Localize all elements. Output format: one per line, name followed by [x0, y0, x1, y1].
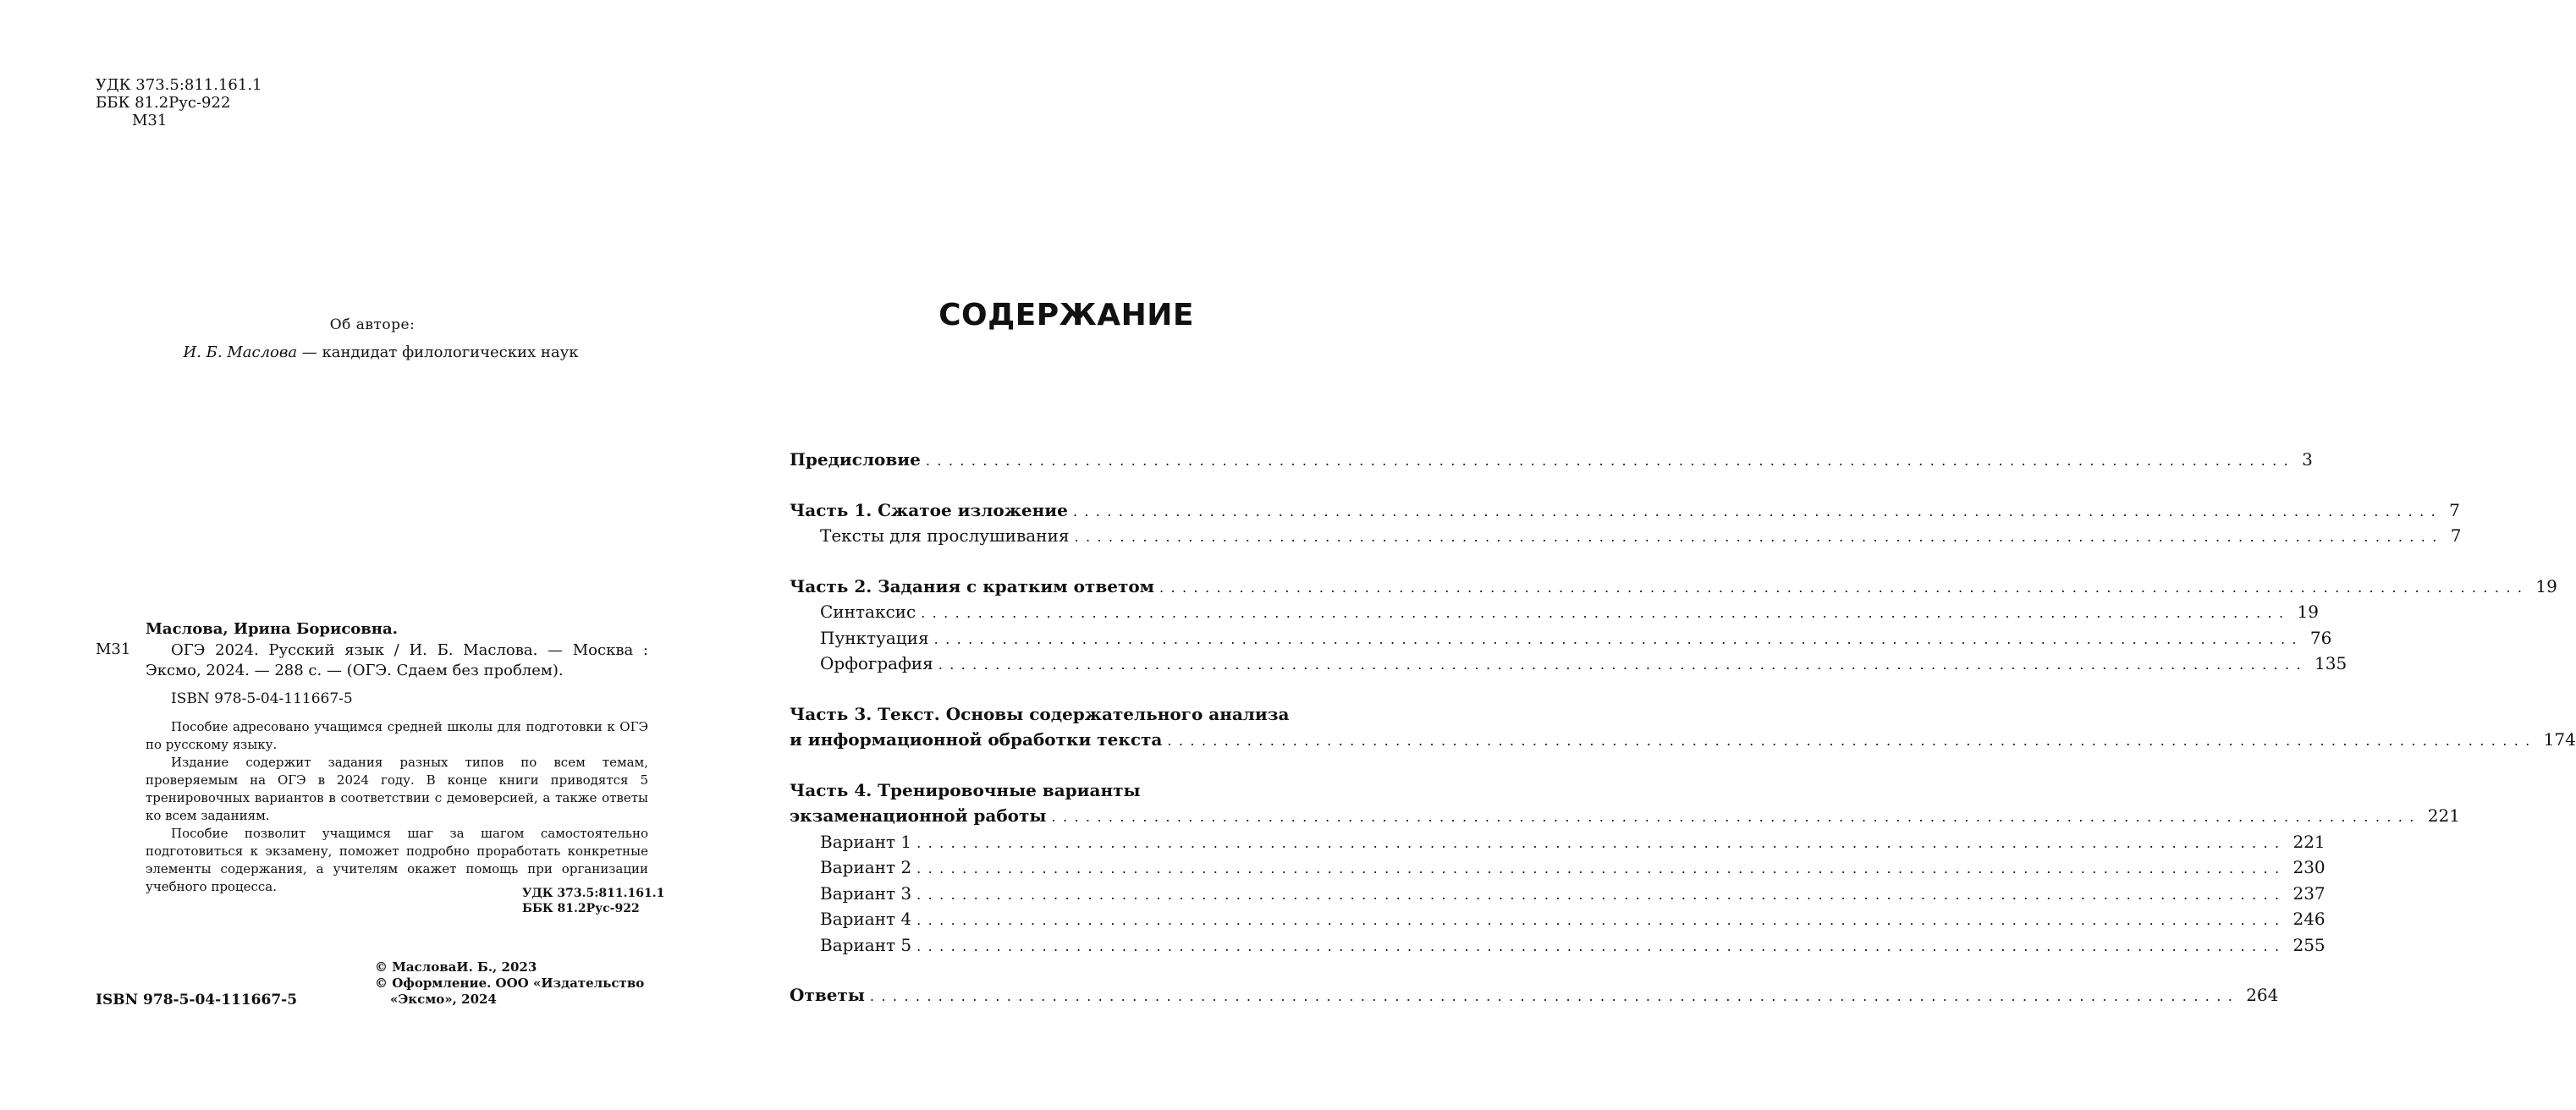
toc-entry-label: Пунктуация	[820, 627, 929, 648]
toc-entry-part-2[interactable]	[790, 574, 2557, 600]
annotation-paragraph: Издание содержит задания разных типов по всем темам, проверяемым на ОГЭ в 2024 году. В конце книги приводятся 5 тренировочных вариантов в соответствии с демоверсией, а также ответы ко всем заданиям.	[146, 755, 648, 823]
dot-leader: ........................................................................................................................	[921, 605, 2291, 621]
dot-leader: ........................................................................................................................	[1051, 809, 2421, 825]
copyright-block	[375, 959, 644, 1008]
classification-codes	[96, 76, 262, 129]
toc-entry-page: 246	[2293, 909, 2326, 929]
toc-entry-part-4-line1[interactable]: Часть 4. Тренировочные варианты	[790, 779, 1141, 800]
udk-code: УДК 373.5:811.161.1	[96, 76, 262, 94]
toc-entry-label: Вариант 1	[820, 831, 912, 852]
toc-entry-page: 7	[2450, 525, 2462, 546]
toc-entry-listening-texts[interactable]	[790, 523, 2462, 549]
dot-leader: ........................................................................................................................	[1072, 503, 2443, 519]
toc-entry-label: Ответы	[790, 985, 865, 1005]
annotation-paragraph: Пособие адресовано учащимся средней школы для подготовки к ОГЭ по русскому языку.	[146, 719, 648, 752]
copyright-publisher: «Эксмо», 2024	[390, 992, 497, 1007]
toc-entry-page: 7	[2449, 499, 2460, 520]
toc-entry-label: и информационной обработки текста	[790, 729, 1163, 750]
dot-leader: ........................................................................................................................	[916, 912, 2287, 928]
toc-entry-syntax[interactable]	[790, 599, 2319, 625]
dot-leader: ........................................................................................................................	[938, 657, 2309, 673]
toc-entry-variant-2[interactable]	[790, 854, 2326, 881]
toc-entry-part-4[interactable]	[790, 803, 2460, 829]
bbk-code: ББК 81.2Рус-922	[96, 94, 231, 112]
toc-entry-part-3[interactable]	[790, 727, 2576, 753]
dot-leader: ........................................................................................................................	[916, 834, 2287, 851]
toc-entry-page: 230	[2293, 857, 2326, 877]
catalog-codes	[522, 886, 664, 916]
toc-entry-label: Часть 2. Задания с кратким ответом	[790, 575, 1155, 596]
copyright-design: © Оформление. ООО «Издательство	[375, 975, 645, 991]
dot-leader: ........................................................................................................................	[1159, 579, 2529, 596]
toc-entry-label: экзаменационной работы	[790, 805, 1047, 826]
toc-entry-page: 3	[2302, 449, 2313, 470]
catalog-isbn: ISBN 978-5-04-111667-5	[171, 690, 353, 707]
about-author-text	[127, 343, 635, 361]
toc-entry-variant-4[interactable]	[790, 906, 2326, 932]
toc-entry-label: Вариант 3	[820, 882, 912, 904]
toc-entry-label: Синтаксис	[820, 602, 916, 622]
catalog-mark: М31	[96, 640, 131, 658]
dot-leader: ........................................................................................................................	[925, 453, 2296, 469]
dot-leader: ........................................................................................................................	[916, 860, 2287, 876]
annotation	[146, 718, 648, 896]
author-short-name: И. Б. Маслова	[183, 343, 298, 361]
toc-entry-label: Вариант 4	[820, 909, 912, 929]
table-of-contents	[790, 447, 2576, 1008]
toc-entry-variant-3[interactable]	[790, 881, 2326, 907]
author-mark: М31	[132, 112, 168, 129]
toc-entry-punctuation[interactable]	[790, 625, 2332, 651]
dot-leader: ........................................................................................................................	[916, 886, 2287, 903]
toc-entry-variant-5[interactable]	[790, 932, 2326, 959]
toc-entry-label: Часть 1. Сжатое изложение	[790, 499, 1068, 520]
toc-entry-variant-1[interactable]	[790, 829, 2326, 855]
toc-entry-label: Вариант 2	[820, 857, 912, 877]
catalog-udk: УДК 373.5:811.161.1	[522, 887, 665, 900]
toc-entry-label: Орфография	[820, 653, 933, 673]
toc-entry-page: 221	[2427, 805, 2460, 826]
copyright-author: © МасловаИ. Б., 2023	[375, 959, 537, 975]
toc-entry-orthography[interactable]	[790, 651, 2348, 677]
toc-entry-page: 221	[2293, 831, 2326, 852]
about-author-label: Об авторе:	[329, 316, 416, 333]
toc-entry-page: 19	[2535, 575, 2557, 596]
catalog-author: Маслова, Ирина Борисовна.	[146, 620, 398, 638]
toc-entry-page: 174	[2543, 729, 2576, 750]
toc-entry-page: 135	[2315, 653, 2348, 673]
toc-entry-label: Тексты для прослушивания	[820, 525, 1070, 546]
toc-entry-part-3-line1[interactable]: Часть 3. Текст. Основы содержательного анализа	[790, 703, 1290, 724]
toc-entry-preface[interactable]	[790, 447, 2313, 473]
annotation-paragraph: Пособие позволит учащимся шаг за шагом самостоятельно подготовиться к экзамену, поможет подробно проработать конкретные элементы содержания, а учителям окажет помощь при организации учебного процесса.	[146, 826, 648, 894]
dot-leader: ........................................................................................................................	[1167, 733, 2537, 749]
toc-entry-part-1[interactable]	[790, 497, 2460, 524]
toc-entry-page: 264	[2246, 985, 2279, 1005]
isbn-footer: ISBN 978-5-04-111667-5	[96, 992, 298, 1008]
dot-leader: ........................................................................................................................	[869, 988, 2240, 1004]
toc-entry-page: 19	[2297, 602, 2319, 622]
dot-leader: ........................................................................................................................	[933, 630, 2304, 647]
dot-leader: ........................................................................................................................	[1074, 529, 2444, 545]
toc-entry-page: 237	[2293, 882, 2326, 904]
toc-entry-page: 255	[2293, 934, 2326, 955]
author-credentials: — кандидат филологических наук	[297, 343, 579, 361]
toc-entry-answers[interactable]	[790, 982, 2279, 1008]
bibliographic-record: ОГЭ 2024. Русский язык / И. Б. Маслова. — Москва : Эксмо, 2024. — 288 с. — (ОГЭ. Сдаем без проблем).	[146, 641, 648, 679]
toc-title: СОДЕРЖАНИЕ	[938, 298, 1194, 332]
catalog-bbk: ББК 81.2Рус-922	[522, 902, 640, 915]
toc-entry-label: Вариант 5	[820, 934, 912, 955]
dot-leader: ........................................................................................................................	[916, 937, 2287, 954]
toc-entry-label: Предисловие	[790, 449, 921, 470]
toc-entry-page: 76	[2309, 627, 2332, 648]
